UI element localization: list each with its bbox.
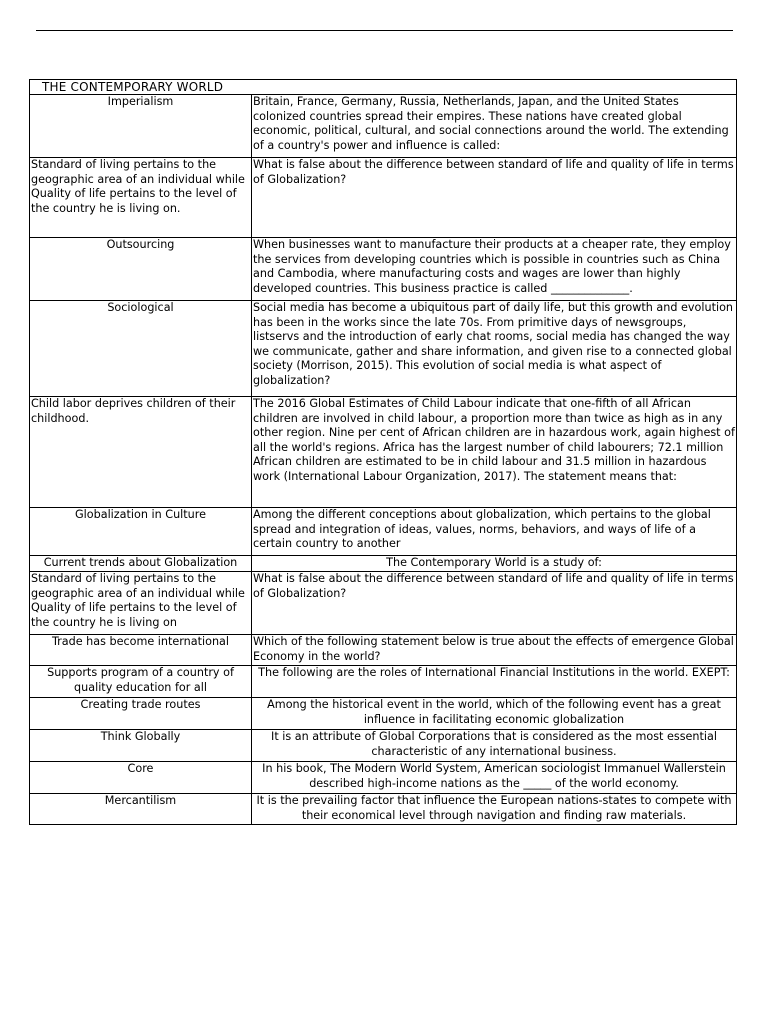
question-cell: The Contemporary World is a study of: (252, 556, 737, 572)
question-cell: Social media has become a ubiquitous part of daily life, but this growth and evolution has been in the works since the late 70s. From primitive days of newsgroups, listservs and the introduction of early chat rooms, social media has changed the way we communicate, gather and share information, and given rise to a connected global society (Morrison, 2015). This evolution of social media is what aspect of globalization? (252, 301, 737, 397)
table-row (30, 508, 737, 556)
term-cell: Core (30, 762, 252, 794)
term-cell: Think Globally (30, 730, 252, 762)
table-row (30, 572, 737, 635)
table-row (30, 397, 737, 508)
term-cell: Globalization in Culture (30, 508, 252, 556)
table-title-row (30, 80, 737, 95)
table-row (30, 158, 737, 238)
term-cell: Current trends about Globalization (30, 556, 252, 572)
table-title: THE CONTEMPORARY WORLD (30, 80, 737, 95)
table-row (30, 301, 737, 397)
question-cell: When businesses want to manufacture their products at a cheaper rate, they employ the services from developing countries which is possible in countries such as China and Cambodia, where manufacturing costs and wages are lower than highly developed countries. This business practice is called ______________. (252, 238, 737, 301)
term-cell: Child labor deprives children of their childhood. (30, 397, 252, 508)
question-cell: What is false about the difference between standard of life and quality of life in terms of Globalization? (252, 158, 737, 238)
question-cell: In his book, The Modern World System, American sociologist Immanuel Wallerstein described high-income nations as the _____ of the world economy. (252, 762, 737, 794)
table-row (30, 666, 737, 698)
question-cell: Among the historical event in the world, which of the following event has a great influence in facilitating economic globalization (252, 698, 737, 730)
table-row (30, 556, 737, 572)
question-cell: The 2016 Global Estimates of Child Labour indicate that one-fifth of all African children are involved in child labour, a proportion more than twice as high as in any other region. Nine per cent of African children are in hazardous work, again highest of all the world's regions. Africa has the largest number of child labourers; 72.1 million African children are estimated to be in child labour and 31.5 million in hazardous work (International Labour Organization, 2017). The statement means that: (252, 397, 737, 508)
question-cell: It is the prevailing factor that influence the European nations-states to compete with their economical level through navigation and finding raw materials. (252, 794, 737, 825)
table-row (30, 635, 737, 666)
table-row (30, 762, 737, 794)
question-cell: Among the different conceptions about globalization, which pertains to the global spread and integration of ideas, values, norms, behaviors, and ways of life of a certain country to another (252, 508, 737, 556)
table-row (30, 698, 737, 730)
contemporary-world-table (29, 79, 737, 825)
term-cell: Standard of living pertains to the geographic area of an individual while Quality of life pertains to the level of the country he is living on. (30, 158, 252, 238)
term-cell: Sociological (30, 301, 252, 397)
term-cell: Supports program of a country of quality education for all (30, 666, 252, 698)
question-cell: The following are the roles of International Financial Institutions in the world. EXEPT: (252, 666, 737, 698)
term-cell: Outsourcing (30, 238, 252, 301)
question-cell: Which of the following statement below is true about the effects of emergence Global Economy in the world? (252, 635, 737, 666)
term-cell: Trade has become international (30, 635, 252, 666)
question-cell: Britain, France, Germany, Russia, Netherlands, Japan, and the United States colonized countries spread their empires. These nations have created global economic, political, cultural, and social connections around the world. The extending of a country's power and influence is called: (252, 95, 737, 158)
table-row (30, 794, 737, 825)
term-cell: Standard of living pertains to the geographic area of an individual while Quality of life pertains to the level of the country he is living on (30, 572, 252, 635)
question-cell: It is an attribute of Global Corporations that is considered as the most essential characteristic of any international business. (252, 730, 737, 762)
term-cell: Mercantilism (30, 794, 252, 825)
term-cell: Creating trade routes (30, 698, 252, 730)
table-row (30, 730, 737, 762)
table-row (30, 95, 737, 158)
question-cell: What is false about the difference between standard of life and quality of life in terms of Globalization? (252, 572, 737, 635)
table-row (30, 238, 737, 301)
top-horizontal-rule (36, 30, 733, 31)
term-cell: Imperialism (30, 95, 252, 158)
